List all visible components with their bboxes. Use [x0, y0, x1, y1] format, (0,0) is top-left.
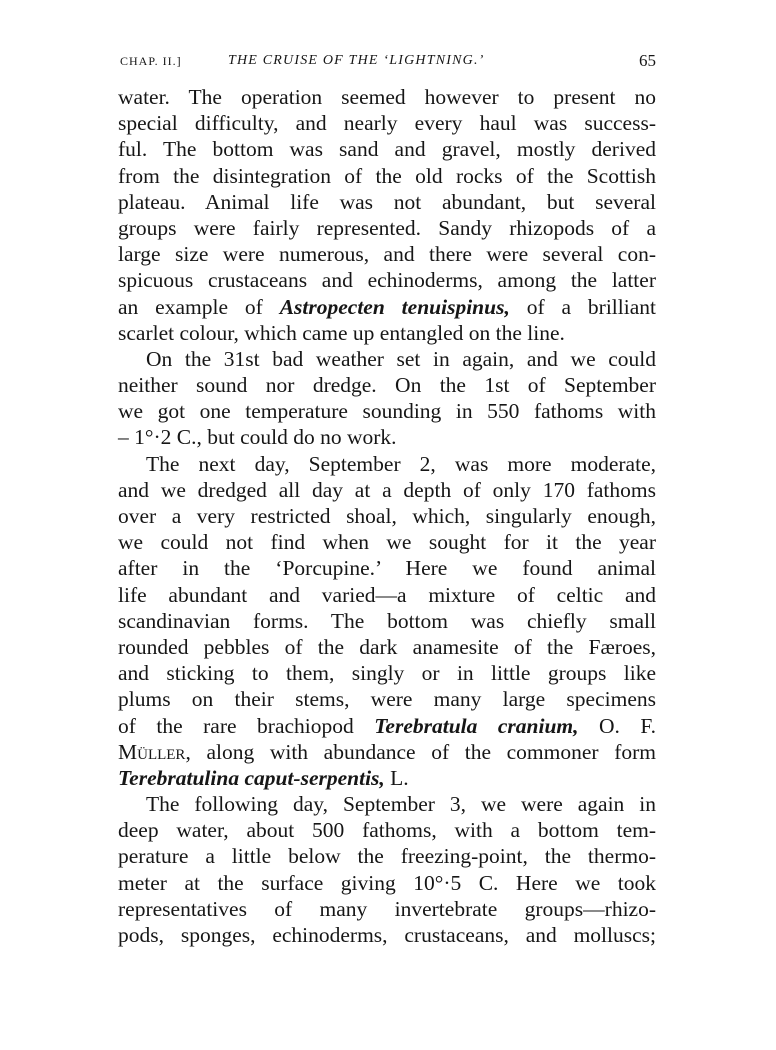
species-name: Astropecten tenuispinus, — [279, 294, 510, 319]
text-line: meter at the surface giving 10°·5 C. Here we took — [118, 870, 656, 895]
text-line: ful. The bottom was sand and gravel, mostly derived — [118, 137, 656, 162]
text-line: spicuous crustaceans and echinoderms, among the latter — [118, 268, 656, 293]
text-line: On the 31st bad weather set in again, and we could — [146, 346, 656, 371]
species-name: Terebratula cranium, — [374, 713, 579, 738]
text-line: scandinavian forms. The bottom was chiefly small — [118, 608, 656, 633]
text-line: and we dredged all day at a depth of only 170 fathoms — [118, 477, 656, 502]
line-text: L. — [384, 765, 409, 790]
text-line: we got one temperature sounding in 550 fathoms with — [118, 399, 656, 424]
body-text — [118, 84, 656, 948]
text-line — [118, 765, 656, 791]
page-number: 65 — [639, 51, 656, 70]
species-name: Terebratulina caput-serpentis, — [118, 765, 385, 790]
text-line: representatives of many invertebrate groups—rhizo- — [118, 896, 656, 921]
text-line: neither sound nor dredge. On the 1st of September — [118, 373, 656, 398]
running-header — [118, 46, 656, 76]
text-line: and sticking to them, singly or in little groups like — [118, 661, 656, 686]
text-line: special difficulty, and nearly every haul was success- — [118, 111, 656, 136]
chapter-label: CHAP. II.] — [120, 54, 182, 68]
text-line: perature a little below the freezing-point, the thermo- — [118, 844, 656, 869]
text-line — [118, 713, 656, 739]
line-text: along with abundance of the commoner form — [190, 739, 656, 764]
text-line: rounded pebbles of the dark anamesite of the Færoes, — [118, 634, 656, 659]
running-title: THE CRUISE OF THE ‘LIGHTNING.’ — [228, 53, 485, 68]
text-line: over a very restricted shoal, which, singularly enough, — [118, 504, 656, 528]
text-line — [118, 739, 656, 765]
text-line: plateau. Animal life was not abundant, but several — [118, 189, 656, 214]
line-text: of a brilliant — [509, 294, 656, 319]
text-line: we could not find when we sought for it the year — [118, 530, 656, 555]
author-name: Müller, — [118, 739, 191, 764]
line-text: an example of — [118, 294, 280, 319]
text-line: The next day, September 2, was more moderate, — [146, 451, 656, 476]
text-line: groups were fairly represented. Sandy rhizopods of a — [118, 215, 656, 240]
line-text: O. F. — [578, 713, 656, 738]
text-line: scarlet colour, which came up entangled on the line. — [118, 320, 565, 345]
text-line: – 1°·2 C., but could do no work. — [118, 425, 397, 450]
text-line: life abundant and varied—a mixture of celtic and — [118, 582, 656, 607]
text-line: plums on their stems, were many large specimens — [118, 687, 656, 712]
text-line: from the disintegration of the old rocks of the Scottish — [118, 163, 656, 188]
text-line: pods, sponges, echinoderms, crustaceans, and molluscs; — [118, 923, 656, 947]
text-line: The following day, September 3, we were again in — [146, 792, 656, 817]
text-line: water. The operation seemed however to present no — [118, 85, 656, 109]
line-text: of the rare brachiopod — [118, 713, 375, 738]
text-line: large size were numerous, and there were several con- — [118, 242, 656, 267]
text-line — [118, 294, 656, 320]
text-line: deep water, about 500 fathoms, with a bottom tem- — [118, 818, 656, 843]
text-line: after in the ‘Porcupine.’ Here we found animal — [118, 556, 656, 581]
book-page — [118, 46, 656, 948]
